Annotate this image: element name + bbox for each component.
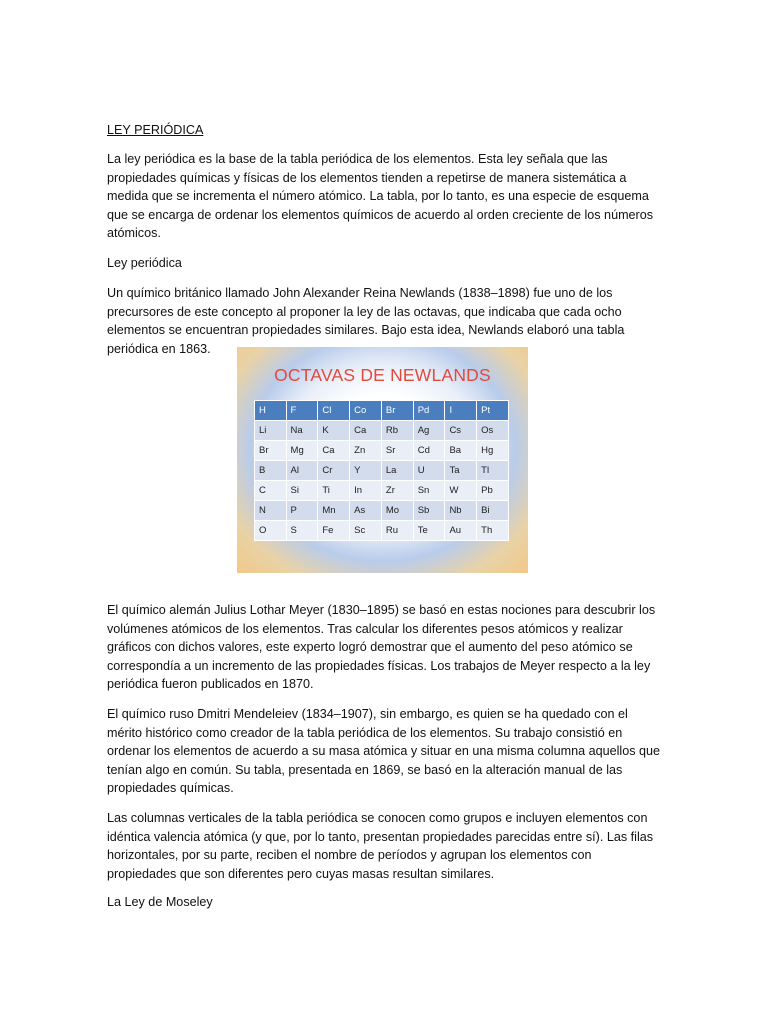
paragraph-periodic-law: La ley periódica es la base de la tabla periódica de los elementos. Esta ley señala que las propiedades químicas y físicas de los elementos tienden a repetirse de manera sistemática a medida que se incrementa el número atómico. La tabla, por lo tanto, es una especie de esquema que se encarga de ordenar los elementos químicos de acuerdo al orden creciente de los números atómicos. [107, 152, 654, 240]
table-row [255, 421, 509, 441]
table-cell: Br [255, 441, 287, 461]
table-header-cell: Cl [318, 401, 350, 421]
table-cell: S [286, 521, 318, 541]
table-cell: Os [477, 421, 509, 441]
octaves-header-row [255, 401, 509, 421]
table-cell: Ta [445, 461, 477, 481]
table-cell: Tl [477, 461, 509, 481]
table-row [255, 461, 509, 481]
table-cell: Sn [413, 481, 445, 501]
table-header-cell: I [445, 401, 477, 421]
table-header-cell: Pd [413, 401, 445, 421]
table-cell: Th [477, 521, 509, 541]
table-cell: Mg [286, 441, 318, 461]
newlands-octaves-figure [237, 347, 528, 573]
table-cell: Te [413, 521, 445, 541]
table-cell: Pb [477, 481, 509, 501]
paragraph-groups-periods: Las columnas verticales de la tabla periódica se conocen como grupos e incluyen elementos con idéntica valencia atómica (y que, por lo tanto, presentan propiedades parecidas entre sí). Las filas horizontales, por su parte, reciben el nombre de períodos y agrupan los elementos con propiedades que son diferentes pero cuyas masas resultan similares. [107, 811, 654, 881]
document-heading: LEY PERIÓDICA [107, 123, 204, 137]
table-cell: Cr [318, 461, 350, 481]
table-cell: Na [286, 421, 318, 441]
octaves-table [254, 400, 509, 541]
table-cell: In [350, 481, 382, 501]
table-cell: Cs [445, 421, 477, 441]
table-cell: As [350, 501, 382, 521]
table-cell: Au [445, 521, 477, 541]
table-cell: Nb [445, 501, 477, 521]
table-cell: Bi [477, 501, 509, 521]
table-header-cell: H [255, 401, 287, 421]
table-cell: Fe [318, 521, 350, 541]
table-row [255, 501, 509, 521]
table-cell: B [255, 461, 287, 481]
table-cell: Sb [413, 501, 445, 521]
table-cell: Ba [445, 441, 477, 461]
table-cell: Zr [381, 481, 413, 501]
table-cell: Rb [381, 421, 413, 441]
table-cell: Ru [381, 521, 413, 541]
subheading-periodic-law: Ley periódica [107, 256, 182, 270]
table-cell: Ag [413, 421, 445, 441]
table-cell: Ca [318, 441, 350, 461]
table-row [255, 521, 509, 541]
table-cell: Mn [318, 501, 350, 521]
table-cell: P [286, 501, 318, 521]
table-cell: K [318, 421, 350, 441]
table-header-cell: Co [350, 401, 382, 421]
table-cell: Ti [318, 481, 350, 501]
table-cell: Li [255, 421, 287, 441]
table-header-cell: Pt [477, 401, 509, 421]
table-cell: Cd [413, 441, 445, 461]
table-cell: U [413, 461, 445, 481]
paragraph-mendeleiev: El químico ruso Dmitri Mendeleiev (1834–1907), sin embargo, es quien se ha quedado con el mérito histórico como creador de la tabla periódica de los elementos. Su trabajo consistió en ordenar los elementos de acuerdo a su masa atómica y situar en una misma columna aquellos que tenían algo en común. Su tabla, presentada en 1869, se basó en la alteración manual de las propiedades químicas. [107, 707, 661, 795]
paragraph-meyer: El químico alemán Julius Lothar Meyer (1830–1895) se basó en estas nociones para descubrir los volúmenes atómicos de los elementos. Tras calcular los diferentes pesos atómicos y realizar gráficos con dichos valores, este experto logró demostrar que el aumento del peso atómico se correspondía a un incremento de las propiedades físicas. Los trabajos de Meyer respecto a la ley periódica fueron publicados en 1870. [107, 603, 656, 691]
table-cell: Hg [477, 441, 509, 461]
paragraph-newlands: Un químico británico llamado John Alexander Reina Newlands (1838–1898) fue uno de los precursores de este concepto al proponer la ley de las octavas, que indicaba que cada ocho elementos se encuentran propiedades similares. Bajo esta idea, Newlands elaboró una tabla periódica en 1863. [107, 286, 625, 356]
table-cell: Si [286, 481, 318, 501]
table-cell: Zn [350, 441, 382, 461]
table-row [255, 481, 509, 501]
table-cell: Ca [350, 421, 382, 441]
table-cell: Al [286, 461, 318, 481]
subheading-moseley: La Ley de Moseley [107, 895, 213, 909]
table-cell: N [255, 501, 287, 521]
table-cell: Sr [381, 441, 413, 461]
table-cell: C [255, 481, 287, 501]
table-cell: W [445, 481, 477, 501]
table-cell: Sc [350, 521, 382, 541]
figure-title: OCTAVAS DE NEWLANDS [274, 365, 491, 385]
table-cell: La [381, 461, 413, 481]
table-header-cell: Br [381, 401, 413, 421]
table-row [255, 441, 509, 461]
table-cell: Mo [381, 501, 413, 521]
table-cell: O [255, 521, 287, 541]
table-cell: Y [350, 461, 382, 481]
table-header-cell: F [286, 401, 318, 421]
